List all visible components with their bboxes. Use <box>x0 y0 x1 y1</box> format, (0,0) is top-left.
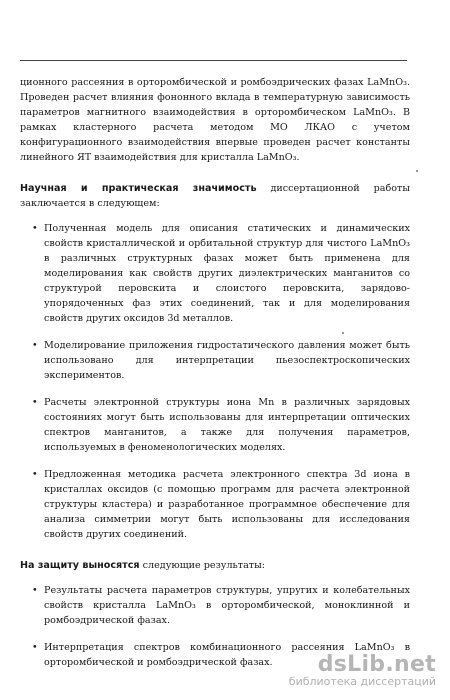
list-item-text: Предложенная методика расчета электронного спектра 3d иона в кристаллах оксидов (с помощью программ для расчета электронной структуры кластера) и разработанное программное обеспечение для анализа симметрии могут быть использованы для исследования свойств других соединений. <box>44 469 410 540</box>
bullet-marker: • <box>32 340 38 351</box>
document-body <box>20 75 410 686</box>
bullet-marker: • <box>32 585 38 596</box>
list-item <box>20 467 410 542</box>
list-item <box>20 395 410 455</box>
list-item <box>20 221 410 326</box>
defense-heading: На защиту выносятся <box>20 560 140 571</box>
bullet-marker: • <box>32 469 38 480</box>
intro-paragraph: ционного рассеяния в орторомбической и ромбоэдрических фазах LaMnO₃. Проведен расчет влияния фононного вклада в температурную зависимость параметров магнитного взаимодействия в орторомбическом LaMnO₃. В рамках кластерного расчета методом МО ЛКАО с учетом конфигурационного взаимодействия впервые проведен расчет константы линейного ЯТ взаимодействия для кристалла LaMnO₃. <box>20 77 410 163</box>
list-item-text: Расчеты электронной структуры иона Mn в различных зарядовых состояниях могут быть использованы для интерпретации оптических спектров манганитов, а также для получения параметров, используемых в феноменологических моделях. <box>44 397 410 453</box>
watermark <box>289 652 436 688</box>
defense-heading-line <box>20 558 410 573</box>
scan-speck <box>416 170 418 172</box>
list-item <box>20 338 410 383</box>
significance-heading: Научная и практическая значимость <box>20 183 257 194</box>
list-item <box>20 583 410 628</box>
list-item-text: Результаты расчета параметров структуры, упругих и колебательных свойств кристалла LaMnO₃ в орторомбической, моноклинной и ромбоэдрической фазах. <box>44 585 410 626</box>
watermark-caption: библиотека диссертаций <box>288 675 436 688</box>
significance-heading-line <box>20 181 410 211</box>
list-item-text: Полученная модель для описания статических и динамических свойств кристаллической и орбитальной структур для чистого LaMnO₃ в различных структурных фазах может быть применена для моделирования как свойств других диэлектрических манганитов со структурой перовскита и слоистого перовскита, зарядово-упорядоченных фаз этих соединений, так и для моделирования свойств других оксидов 3d металлов. <box>44 223 410 324</box>
significance-lead: диссертационной работы заключается в следующем: <box>20 183 410 209</box>
defense-lead: следующие результаты: <box>139 560 265 571</box>
scan-speck <box>342 332 344 334</box>
watermark-logo: dsLib.net <box>317 652 436 677</box>
bullet-marker: • <box>32 397 38 408</box>
list-item-text: Моделирование приложения гидростатического давления может быть использовано для интерпретации пьезоспектроскопических экспериментов. <box>44 340 410 381</box>
header-rule <box>20 60 407 61</box>
bullet-marker: • <box>32 223 38 234</box>
list-item-text: Интерпретация спектров комбинационного рассеяния LaMnO₃ в орторомбической и ромбоэдрической фазах. <box>44 642 410 668</box>
bullet-marker: • <box>32 642 38 653</box>
significance-list <box>20 221 410 542</box>
